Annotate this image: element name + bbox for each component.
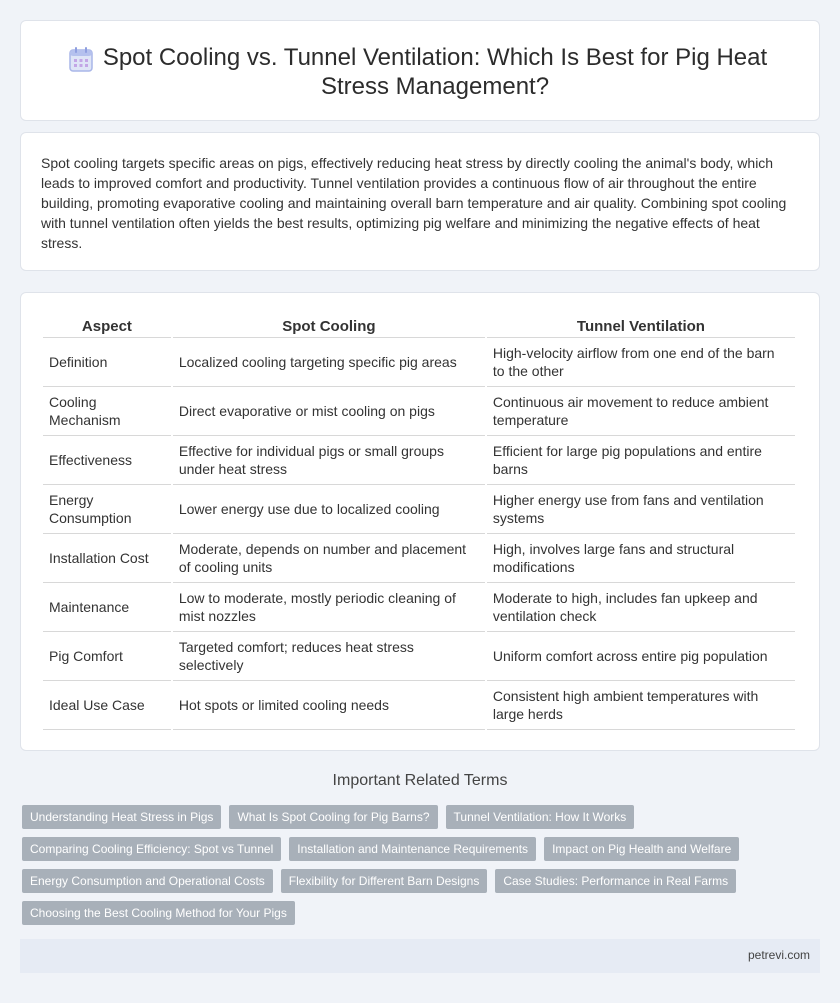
related-term-tag[interactable]: Understanding Heat Stress in Pigs <box>22 805 221 829</box>
table-cell-tunnel-ventilation: Consistent high ambient temperatures with large herds <box>487 681 795 730</box>
related-term-tag[interactable]: What Is Spot Cooling for Pig Barns? <box>229 805 437 829</box>
table-cell-spot-cooling: Direct evaporative or mist cooling on pigs <box>173 387 485 436</box>
table-cell-aspect: Definition <box>43 338 171 387</box>
table-cell-spot-cooling: Localized cooling targeting specific pig areas <box>173 338 485 387</box>
table-cell-spot-cooling: Lower energy use due to localized cooling <box>173 485 485 534</box>
table-cell-spot-cooling: Low to moderate, mostly periodic cleaning of mist nozzles <box>173 583 485 632</box>
table-row <box>43 436 795 485</box>
table-cell-tunnel-ventilation: High-velocity airflow from one end of the barn to the other <box>487 338 795 387</box>
table-cell-aspect: Pig Comfort <box>43 632 171 681</box>
title-card <box>20 20 820 121</box>
table-cell-tunnel-ventilation: High, involves large fans and structural modifications <box>487 534 795 583</box>
table-cell-tunnel-ventilation: Higher energy use from fans and ventilation systems <box>487 485 795 534</box>
comparison-table <box>41 316 797 730</box>
table-cell-spot-cooling: Targeted comfort; reduces heat stress selectively <box>173 632 485 681</box>
table-cell-tunnel-ventilation: Efficient for large pig populations and entire barns <box>487 436 795 485</box>
related-term-tag[interactable]: Tunnel Ventilation: How It Works <box>446 805 635 829</box>
related-terms-list <box>22 805 822 933</box>
column-header-tunnel-ventilation: Tunnel Ventilation <box>487 316 795 338</box>
table-header-row <box>43 316 795 338</box>
table-cell-spot-cooling: Hot spots or limited cooling needs <box>173 681 485 730</box>
related-term-tag[interactable]: Energy Consumption and Operational Costs <box>22 869 273 893</box>
table-cell-spot-cooling: Effective for individual pigs or small groups under heat stress <box>173 436 485 485</box>
column-header-spot-cooling: Spot Cooling <box>173 316 485 338</box>
intro-paragraph: Spot cooling targets specific areas on pigs, effectively reducing heat stress by directly cooling the animal's body, which leads to improved comfort and productivity. Tunnel ventilation provides a continuous flow of air throughout the entire building, promoting evaporative cooling and maintaining overall barn temperature and air quality. Combining spot cooling with tunnel ventilation often yields the best results, optimizing pig welfare and minimizing the negative effects of heat stress. <box>41 155 787 251</box>
related-terms-row <box>22 869 822 893</box>
table-row <box>43 387 795 436</box>
table-row <box>43 583 795 632</box>
footer <box>20 939 820 973</box>
table-cell-aspect: Maintenance <box>43 583 171 632</box>
table-row <box>43 338 795 387</box>
column-header-aspect: Aspect <box>43 316 171 338</box>
table-cell-aspect: Cooling Mechanism <box>43 387 171 436</box>
page-title: Spot Cooling vs. Tunnel Ventilation: Which Is Best for Pig Heat Stress Management? <box>102 44 768 100</box>
table-row <box>43 632 795 681</box>
table-cell-spot-cooling: Moderate, depends on number and placement of cooling units <box>173 534 485 583</box>
related-terms-row <box>22 901 822 925</box>
related-term-tag[interactable]: Flexibility for Different Barn Designs <box>281 869 488 893</box>
table-cell-aspect: Installation Cost <box>43 534 171 583</box>
table-row <box>43 534 795 583</box>
table-cell-aspect: Ideal Use Case <box>43 681 171 730</box>
related-term-tag[interactable]: Case Studies: Performance in Real Farms <box>495 869 736 893</box>
comparison-card <box>20 292 820 751</box>
intro-card <box>20 132 820 271</box>
related-term-tag[interactable]: Installation and Maintenance Requirements <box>289 837 536 861</box>
related-term-tag[interactable]: Choosing the Best Cooling Method for Your Pigs <box>22 901 295 925</box>
related-term-tag[interactable]: Impact on Pig Health and Welfare <box>544 837 739 861</box>
related-terms-row <box>22 805 822 829</box>
table-cell-aspect: Energy Consumption <box>43 485 171 534</box>
table-cell-aspect: Effectiveness <box>43 436 171 485</box>
related-terms-row <box>22 837 822 861</box>
table-row <box>43 485 795 534</box>
table-cell-tunnel-ventilation: Continuous air movement to reduce ambient temperature <box>487 387 795 436</box>
footer-domain[interactable]: petrevi.com <box>747 948 810 962</box>
related-term-tag[interactable]: Comparing Cooling Efficiency: Spot vs Tunnel <box>22 837 281 861</box>
table-cell-tunnel-ventilation: Uniform comfort across entire pig population <box>487 632 795 681</box>
related-terms-heading: Important Related Terms <box>332 772 508 789</box>
table-row <box>43 681 795 730</box>
table-cell-tunnel-ventilation: Moderate to high, includes fan upkeep and ventilation check <box>487 583 795 632</box>
